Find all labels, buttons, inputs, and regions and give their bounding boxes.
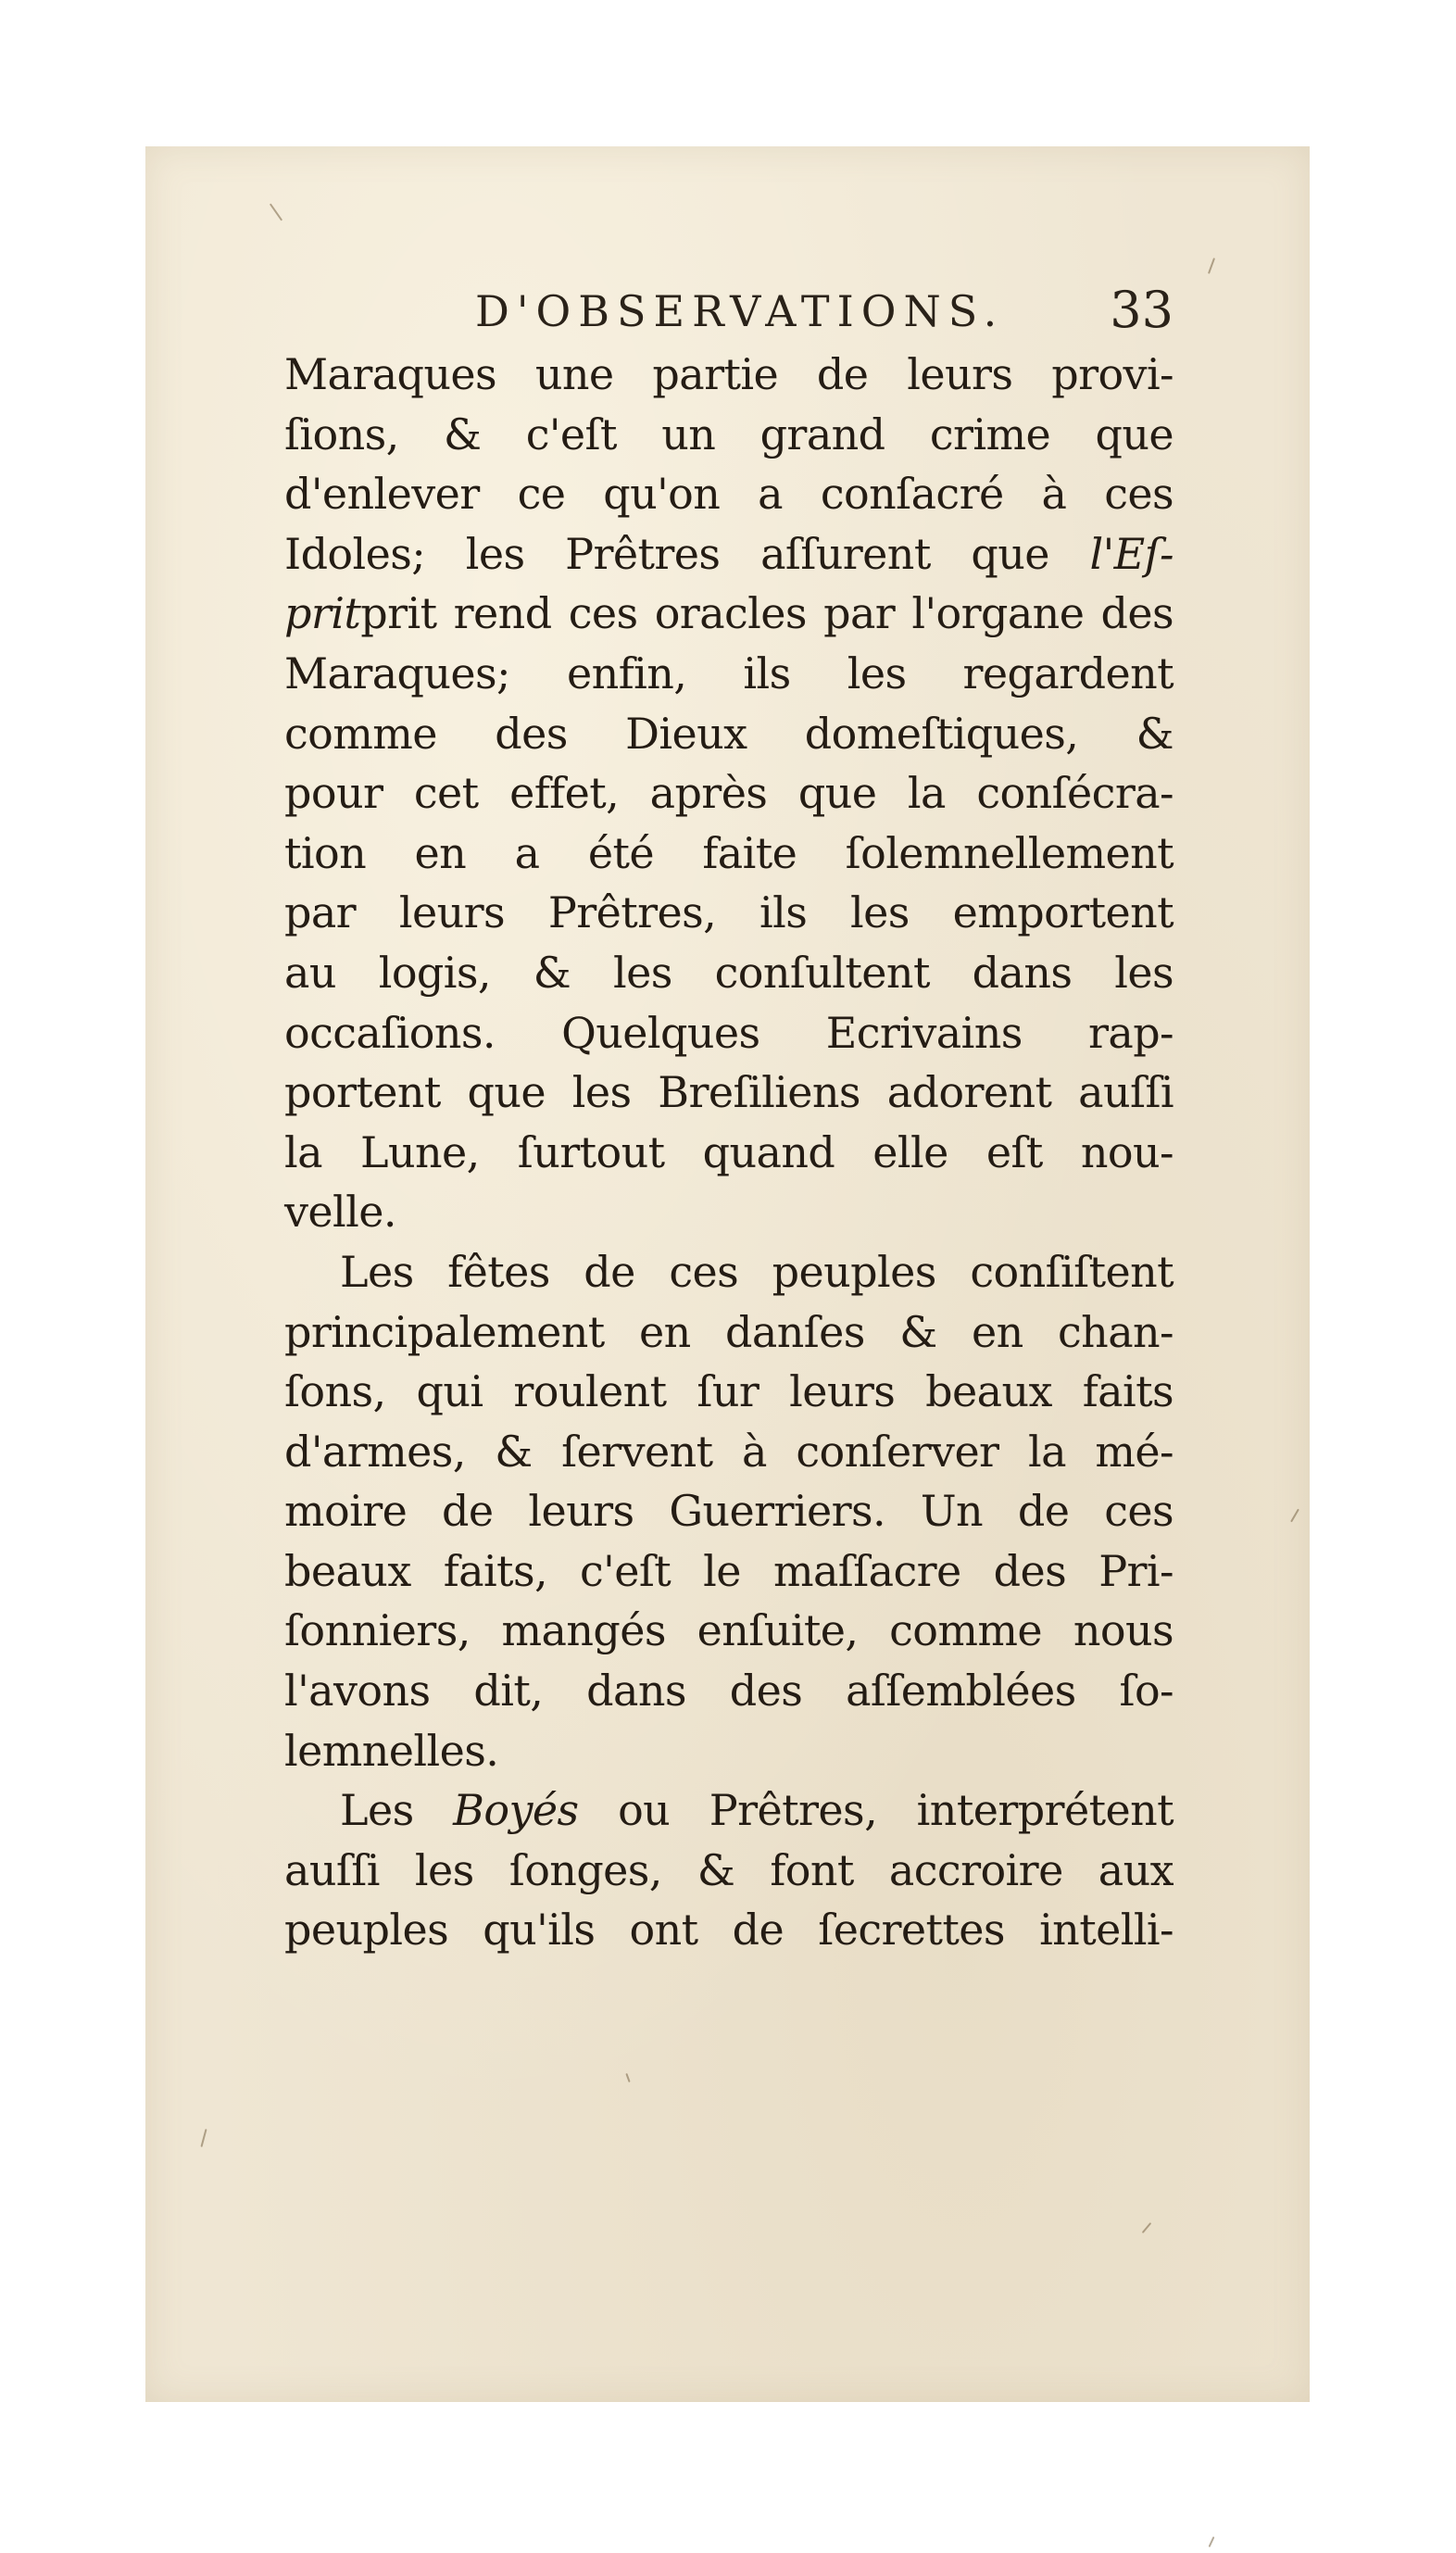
text-segment: ou Prêtres, interprétent: [578, 1785, 1174, 1836]
paper-fiber: [1290, 1509, 1299, 1523]
text-line: d'enlever ce qu'on a conſacré à ces: [284, 469, 1174, 520]
text-line: la Lune, ſurtout quand elle eſt nou-: [284, 1126, 1174, 1177]
text-line: lemnelles.: [284, 1725, 499, 1776]
page-body-text: [284, 345, 1174, 1960]
text-line: pour cet effet, après que la conſécra-: [284, 768, 1174, 819]
text-line: velle.: [284, 1187, 396, 1238]
book-page: [145, 146, 1310, 2402]
text-line: Maraques une partie de leurs provi-: [284, 349, 1174, 399]
paper-fiber: [625, 2073, 630, 2082]
running-head: D'OBSERVATIONS.: [475, 286, 1005, 336]
text-line: [284, 1780, 1174, 1841]
italic-word: l'Eſ-: [1089, 528, 1174, 579]
italic-word: prit: [284, 588, 361, 639]
text-segment: Idoles; les Prêtres aſſurent que: [284, 528, 1090, 579]
text-line: Maraques; enfin, ils les regardent: [284, 648, 1174, 698]
paper-fiber: [200, 2129, 207, 2147]
text-line: d'armes, & ſervent à conſerver la mé-: [284, 1426, 1174, 1477]
paper-fiber: [270, 203, 282, 220]
text-line: tion en a été faite ſolemnellement: [284, 827, 1174, 878]
text-line: au logis, & les conſultent dans les: [284, 947, 1174, 998]
text-line: Les fêtes de ces peuples conſiſtent: [340, 1246, 1174, 1297]
text-line: peuples qu'ils ont de ſecrettes intelli-: [284, 1905, 1174, 1956]
text-line: [284, 584, 1174, 644]
italic-word: Boyés: [453, 1785, 579, 1836]
text-segment: prit rend ces oracles par l'organe des: [360, 588, 1174, 639]
page-number: 33: [1110, 281, 1174, 339]
paper-fiber: [1209, 2536, 1215, 2547]
text-segment: Les: [340, 1785, 454, 1836]
text-line: principalement en danſes & en chan-: [284, 1306, 1174, 1357]
text-line: occaſions. Quelques Ecrivains rap-: [284, 1007, 1174, 1058]
text-line: auſſi les ſonges, & font accroire aux: [284, 1844, 1174, 1895]
text-line: beaux faits, c'eſt le maſſacre des Pri-: [284, 1545, 1174, 1596]
text-line: [284, 524, 1174, 585]
paper-fiber: [1208, 258, 1215, 274]
text-line: portent que les Breſiliens adorent auſſi: [284, 1067, 1174, 1118]
page-header: [284, 281, 1174, 346]
text-line: ſonniers, mangés enſuite, comme nous: [284, 1605, 1174, 1656]
paper-fiber: [1142, 2222, 1152, 2233]
text-line: par leurs Prêtres, ils les emportent: [284, 887, 1174, 938]
text-line: comme des Dieux domeſtiques, &: [284, 708, 1174, 759]
text-line: ſions, & c'eſt un grand crime que: [284, 409, 1174, 459]
text-line: ſons, qui roulent ſur leurs beaux faits: [284, 1366, 1174, 1417]
text-line: moire de leurs Guerriers. Un de ces: [284, 1486, 1174, 1537]
text-line: l'avons dit, dans des aſſemblées ſo-: [284, 1666, 1174, 1717]
